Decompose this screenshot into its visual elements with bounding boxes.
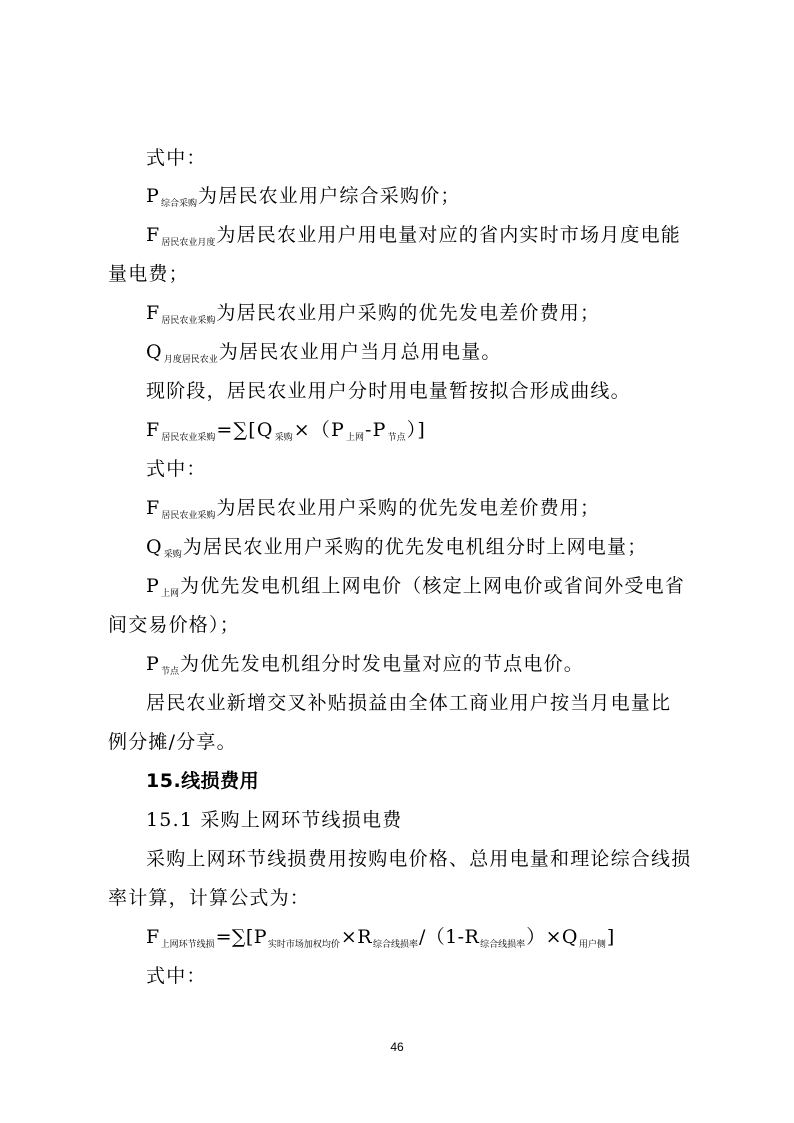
- subscript: 上网: [346, 433, 365, 443]
- subscript: 上网: [160, 589, 179, 599]
- definition-line: [146, 340, 502, 372]
- symbol: P: [146, 185, 160, 207]
- definition-continuation: 间交易价格）；: [108, 614, 240, 636]
- body-paragraph-continuation: 率计算，计算公式为：: [108, 887, 311, 909]
- definition-line: [146, 496, 600, 528]
- definition-continuation: 量电费；: [108, 263, 189, 285]
- definition-line: [146, 535, 647, 567]
- symbol: Q: [146, 536, 163, 558]
- subscript: 居民农业月度: [161, 238, 216, 248]
- definition-text: 为居民农业用户综合采购价；: [198, 185, 461, 207]
- definition-text: 为居民农业用户当月总用电量。: [218, 341, 502, 363]
- subscript: 实时市场加权均价: [267, 940, 340, 950]
- definition-line: [146, 184, 461, 216]
- symbol: F: [146, 224, 161, 246]
- formula-part: ）]: [406, 419, 426, 441]
- subscript: 综合线损率: [372, 940, 418, 950]
- symbol: F: [146, 419, 161, 441]
- symbol: Q: [146, 341, 163, 363]
- subscript: 综合采购: [160, 199, 197, 209]
- section-heading: 15.线损费用: [146, 770, 260, 792]
- definition-text: 为居民农业用户采购的优先发电差价费用；: [216, 497, 601, 519]
- subscript: 居民农业采购: [161, 316, 216, 326]
- paragraph-label-where: 式中：: [146, 965, 207, 987]
- definition-text: 为优先发电机组分时发电量对应的节点电价。: [180, 653, 585, 675]
- formula-part: ×R: [340, 926, 372, 948]
- paragraph-label-where: 式中：: [146, 458, 207, 480]
- formula-line: [146, 418, 426, 450]
- definition-line: [146, 223, 681, 255]
- formula-part: -P: [365, 419, 387, 441]
- symbol: F: [146, 926, 160, 948]
- subsection-heading: 15.1 采购上网环节线损电费: [146, 809, 403, 831]
- definition-line: [146, 652, 584, 684]
- formula-part: ]: [606, 926, 615, 948]
- definition-text: 为优先发电机组上网电价（核定上网电价或省间外受电省: [180, 575, 686, 597]
- definition-text: 为居民农业用户采购的优先发电差价费用；: [216, 302, 601, 324]
- body-paragraph: 现阶段，居民农业用户分时用电量暂按拟合形成曲线。: [146, 380, 631, 402]
- formula-part: ×（P: [293, 419, 346, 441]
- subscript: 用户侧: [578, 940, 606, 950]
- formula-line: [146, 925, 615, 957]
- body-paragraph: 采购上网环节线损费用按购电价格、总用电量和理论综合线损: [146, 848, 692, 870]
- definition-text: 为居民农业用户用电量对应的省内实时市场月度电能: [216, 224, 682, 246]
- formula-part: =∑[P: [215, 926, 267, 948]
- definition-text: 为居民农业用户采购的优先发电机组分时上网电量；: [182, 536, 648, 558]
- symbol: P: [146, 575, 160, 597]
- body-paragraph: 居民农业新增交叉补贴损益由全体工商业用户按当月电量比: [146, 692, 672, 714]
- symbol: F: [146, 302, 161, 324]
- subscript: 采购: [163, 550, 182, 560]
- subscript: 节点: [387, 433, 406, 443]
- subscript: 居民农业采购: [161, 433, 216, 443]
- symbol: F: [146, 497, 161, 519]
- definition-line: [146, 301, 600, 333]
- symbol: P: [146, 653, 160, 675]
- subscript: 上网环节线损: [160, 940, 215, 950]
- body-paragraph-continuation: 例分摊/分享。: [108, 731, 237, 753]
- formula-part: =∑[Q: [216, 419, 274, 441]
- subscript: 月度居民农业: [163, 355, 218, 365]
- paragraph-label-where: 式中：: [146, 147, 207, 169]
- formula-part: ）×Q: [526, 926, 578, 948]
- formula-part: /（1-R: [418, 926, 480, 948]
- subscript: 居民农业采购: [161, 511, 216, 521]
- page-number: 46: [390, 1040, 404, 1054]
- subscript: 综合线损率: [480, 940, 526, 950]
- definition-line: [146, 574, 685, 606]
- subscript: 采购: [274, 433, 293, 443]
- subscript: 节点: [160, 667, 179, 677]
